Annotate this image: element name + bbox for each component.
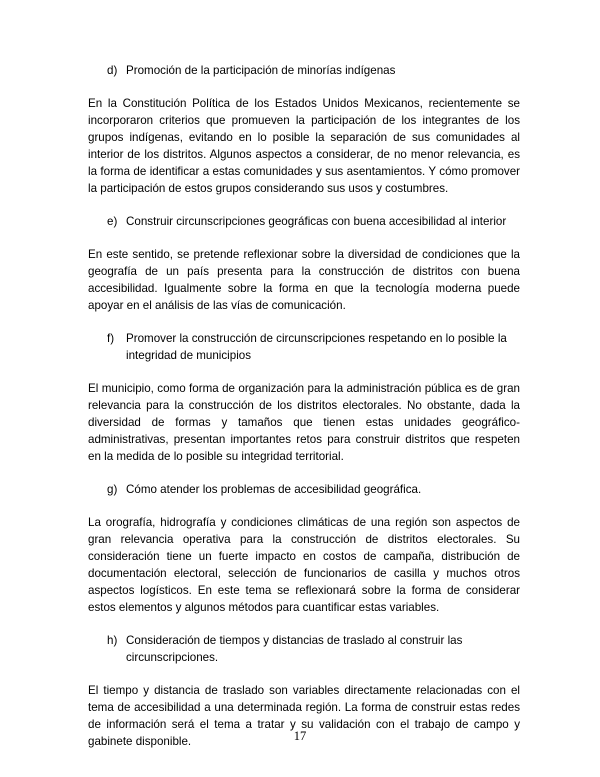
section-heading-e xyxy=(88,213,520,230)
heading-text: Cómo atender los problemas de accesibilidad geográfica. xyxy=(126,483,422,496)
section-paragraph-d: En la Constitución Política de los Estados Unidos Mexicanos, recientemente se incorporaron criterios que promueven la participación de los integrantes de los grupos indígenas, evitando en lo posible la separación de sus comunidades al interior de los distritos. Algunos aspectos a considerar, de no menor relevancia, es la forma de identificar a estas comunidades y sus asentamientos. Y cómo promover la participación de estos grupos considerando sus usos y costumbres. xyxy=(88,97,520,195)
section-heading-h xyxy=(88,632,520,666)
heading-text: Construir circunscripciones geográficas con buena accesibilidad al interior xyxy=(126,215,507,228)
list-marker: d) xyxy=(107,64,118,77)
section-heading-g xyxy=(88,481,520,498)
section-paragraph-g: La orografía, hidrografía y condiciones climáticas de una región son aspectos de gran relevancia operativa para la construcción de distritos electorales. Su consideración tiene un fuerte impacto en costos de campaña, distribución de documentación electoral, selección de funcionarios de casilla y muchos otros aspectos logísticos. En este tema se reflexionará sobre la forma de considerar estos elementos y algunos métodos para cuantificar estas variables. xyxy=(88,516,520,614)
list-marker: h) xyxy=(107,634,118,647)
section-heading-f xyxy=(88,330,520,364)
list-marker: g) xyxy=(107,483,118,496)
section-paragraph-f: El municipio, como forma de organización para la administración pública es de gran relevancia para la construcción de los distritos electorales. No obstante, dada la diversidad de formas y tamaños que tienen estas unidades geográfico-administrativas, presentan importantes retos para construir distritos que respeten en la medida de lo posible su integridad territorial. xyxy=(88,382,520,463)
section-paragraph-e: En este sentido, se pretende reflexionar sobre la diversidad de condiciones que la geografía de un país presenta para la construcción de distritos con buena accesibilidad. Igualmente sobre la forma en que la tecnología moderna puede apoyar en el análisis de las vías de comunicación. xyxy=(88,248,520,312)
page-content xyxy=(88,62,520,750)
section-paragraph-h: El tiempo y distancia de traslado son variables directamente relacionadas con el tema de accesibilidad a una determinada región. La forma de construir estas redes de información será el tema a tratar y su validación con el trabajo de campo y gabinete disponible. xyxy=(88,684,520,748)
section-heading-d xyxy=(88,62,520,79)
list-marker: e) xyxy=(107,215,118,228)
heading-text: Promover la construcción de circunscripciones respetando en lo posible la integridad de municipios xyxy=(126,332,507,362)
page-number: 17 xyxy=(293,729,307,743)
heading-text: Consideración de tiempos y distancias de traslado al construir las circunscripciones. xyxy=(126,634,463,664)
list-marker: f) xyxy=(107,332,115,345)
heading-text: Promoción de la participación de minorías indígenas xyxy=(126,64,396,77)
